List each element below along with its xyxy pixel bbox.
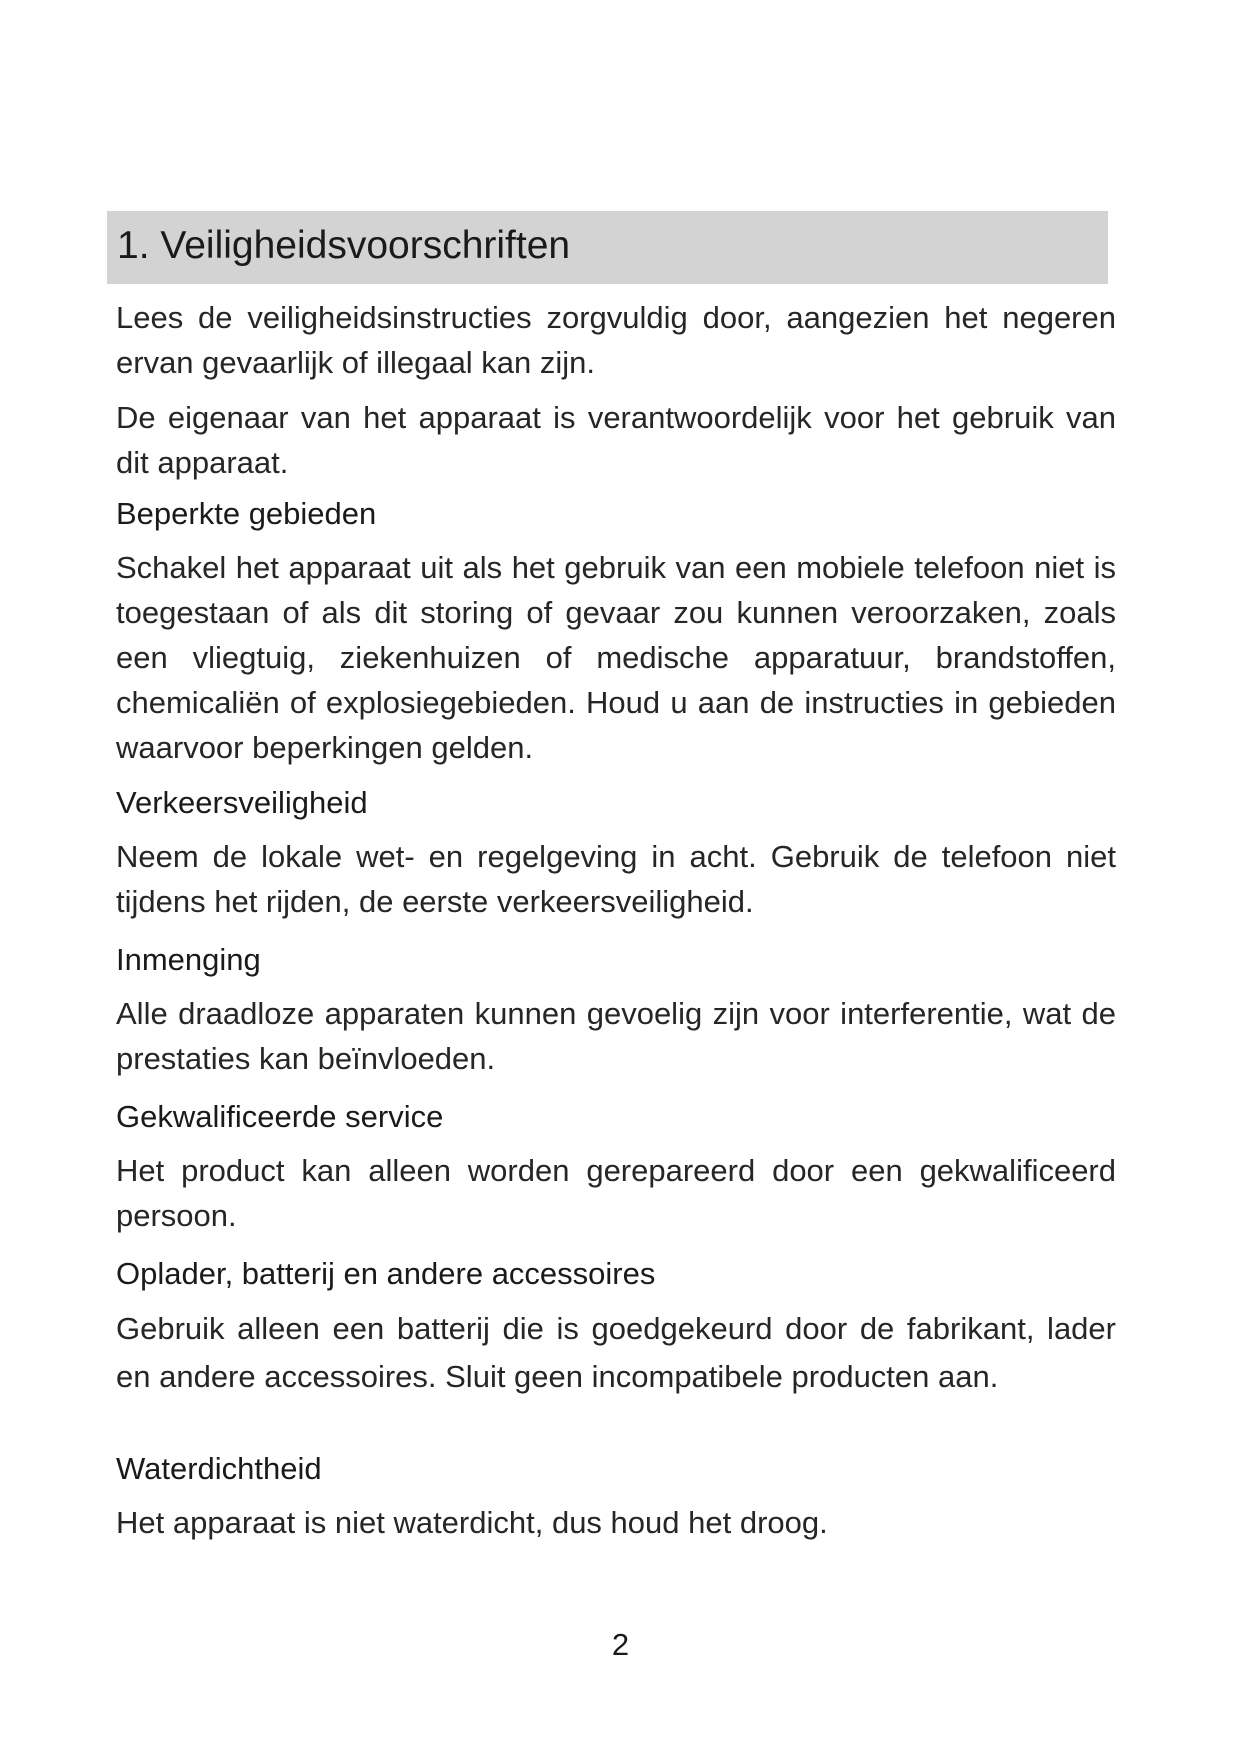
text-restricted-areas: Schakel het apparaat uit als het gebruik van een mobiele telefoon niet is toegestaan of als dit storing of gevaar zou kunnen veroorzaken, zoals een vliegtuig, ziekenhuizen of medische apparatuur, brandstoffen, chemicaliën of explosiegebieden. Houd u aan de instructies in gebieden waarvoor beperkingen gelden.	[116, 550, 1116, 765]
intro-paragraph-1: Lees de veiligheidsinstructies zorgvuldig door, aangezien het negeren ervan gevaarlijk of illegaal kan zijn.	[116, 300, 1116, 380]
text-interference: Alle draadloze apparaten kunnen gevoelig zijn voor interferentie, wat de prestaties kan beïnvloeden.	[116, 996, 1116, 1076]
section-title: 1. Veiligheidsvoorschriften	[117, 224, 571, 267]
heading-restricted-areas: Beperkte gebieden	[116, 496, 377, 531]
text-traffic-safety: Neem de lokale wet- en regelgeving in acht. Gebruik de telefoon niet tijdens het rijden, de eerste verkeersveiligheid.	[116, 839, 1116, 919]
text-accessories: Gebruik alleen een batterij die is goedgekeurd door de fabrikant, lader en andere accessoires. Sluit geen incompatibele producten aan.	[116, 1311, 1116, 1394]
heading-traffic-safety: Verkeersveiligheid	[116, 785, 368, 820]
text-qualified-service: Het product kan alleen worden gerepareerd door een gekwalificeerd persoon.	[116, 1153, 1116, 1233]
intro-paragraph-2: De eigenaar van het apparaat is verantwoordelijk voor het gebruik van dit apparaat.	[116, 400, 1116, 480]
section-title-bar	[107, 211, 1108, 284]
page-number: 2	[611, 1627, 630, 1662]
heading-accessories: Oplader, batterij en andere accessoires	[116, 1256, 656, 1291]
heading-waterproof: Waterdichtheid	[116, 1451, 322, 1486]
heading-qualified-service: Gekwalificeerde service	[116, 1099, 444, 1134]
text-waterproof: Het apparaat is niet waterdicht, dus houd het droog.	[116, 1505, 828, 1540]
heading-interference: Inmenging	[116, 942, 261, 977]
